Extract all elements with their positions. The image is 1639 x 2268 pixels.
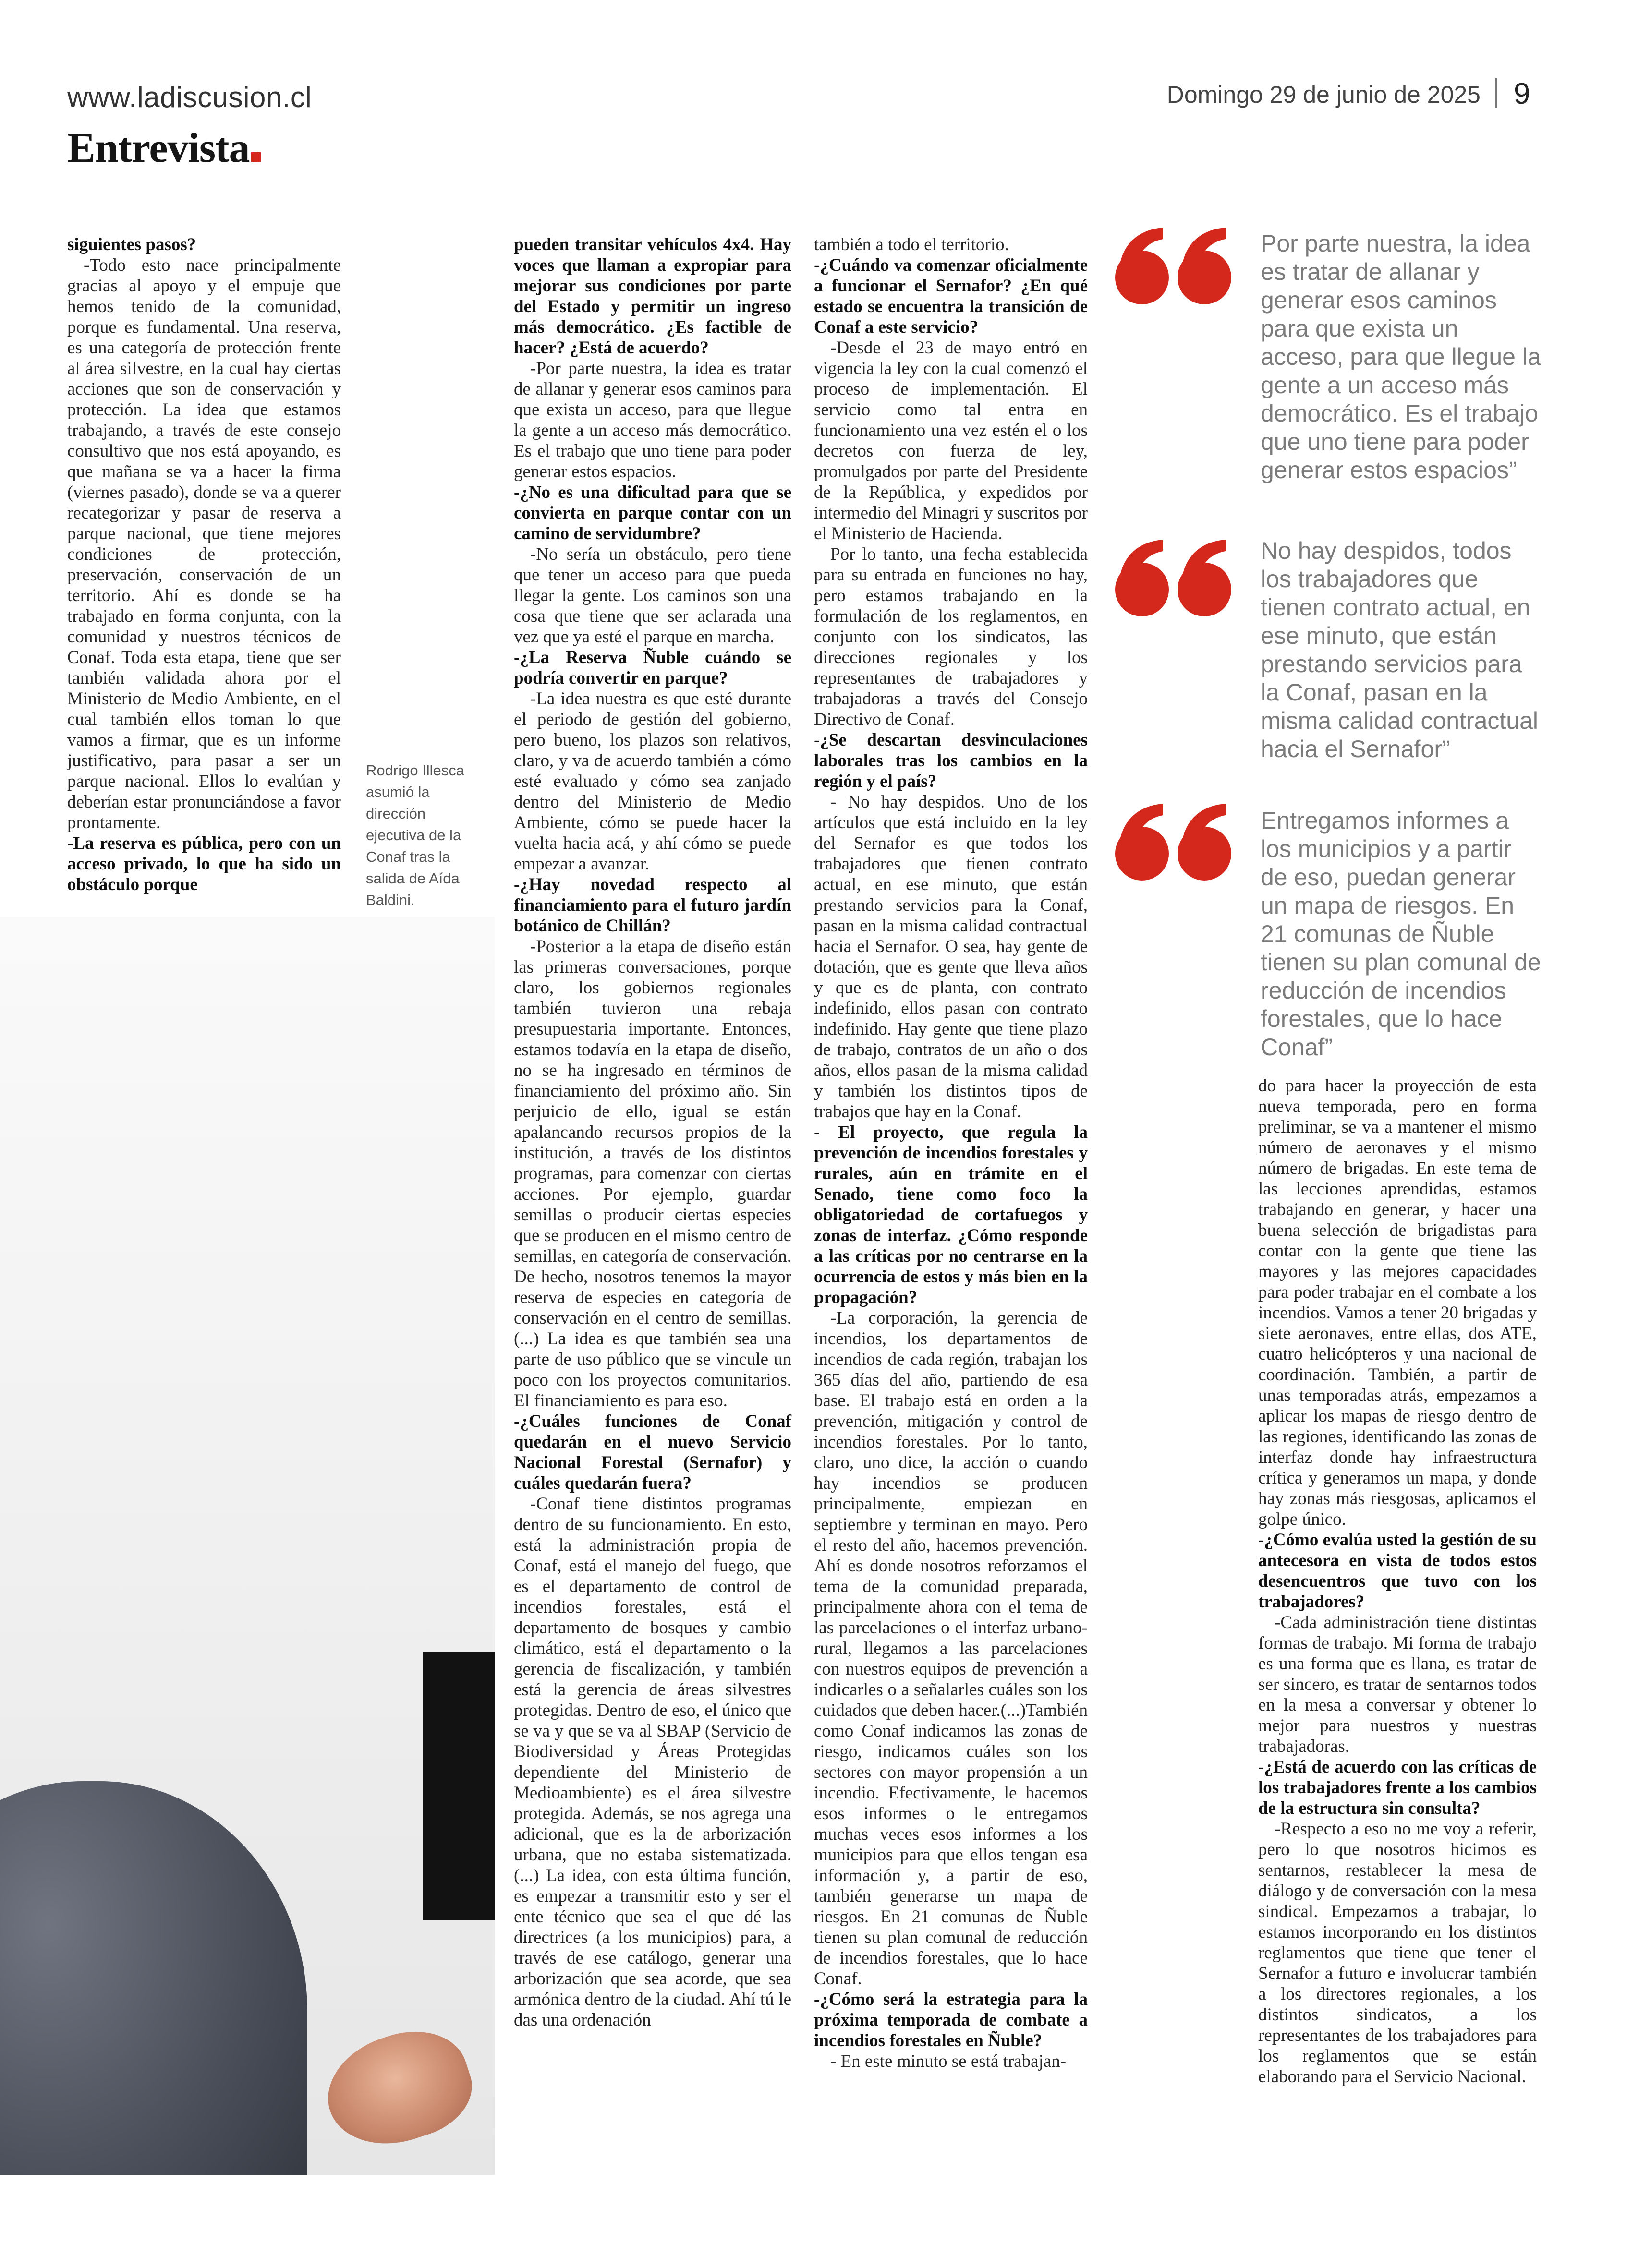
interview-question: siguientes pasos? <box>67 235 196 254</box>
article-column-3 <box>814 234 1088 2072</box>
interview-question: -¿Cuándo va comenzar oficialmente a funcionar el Sernafor? ¿En qué estado se encuentra la transición de Conaf a este servicio? <box>814 255 1088 337</box>
interview-answer: -No sería un obstáculo, pero tiene que tener un acceso para que pueda llegar la gente. Los caminos son una cosa que tiene que ser aclarada una vez que ya esté el parque en marcha. <box>514 544 791 647</box>
interview-photo <box>0 917 495 2175</box>
interview-question: -¿No es una dificultad para que se convierta en parque contar con un camino de servidumbre? <box>514 483 791 543</box>
quote-mark-icon <box>1109 538 1239 619</box>
photo-jacket <box>0 1781 307 2175</box>
interview-question: -¿La Reserva Ñuble cuándo se podría convertir en parque? <box>514 648 791 688</box>
article-column-4 <box>1258 1075 1537 2087</box>
photo-hand <box>314 2016 483 2161</box>
photo-caption: Rodrigo Illesca asumió la dirección ejecutiva de la Conaf tras la salida de Aída Baldini. <box>366 762 465 908</box>
interview-question: -La reserva es pública, pero con un acceso privado, lo que ha sido un obstáculo porque <box>67 833 341 894</box>
article-column-1 <box>67 234 341 895</box>
site-url[interactable]: www.ladiscusion.cl <box>67 81 312 113</box>
interview-answer: -Desde el 23 de mayo entró en vigencia la ley con la cual comenzó el proceso de implementación. El servicio como tal entra en funcionamiento una vez estén el o los decretos con fuerza de ley, promulgados por parte del Presidente de la República, y expedidos por intermedio del Minagri y suscritos por el Ministerio de Hacienda. <box>814 338 1088 543</box>
interview-question: -¿Está de acuerdo con las críticas de los trabajadores frente a los cambios de la estructura sin consulta? <box>1258 1757 1537 1818</box>
interview-answer: -Posterior a la etapa de diseño están las primeras conversaciones, porque claro, los gobiernos regionales también tuvieron una rebaja presupuestaria importante. Entonces, estamos todavía en la etapa de diseño, no se ha ingresado en términos de financiamiento del próximo año. Sin perjuicio de ello, igual se están apalancando recursos propios de la institución, a través de los distintos programas, para comenzar con ciertas acciones. Por ejemplo, guardar semillas o producir ciertas especies que se producen en el mismo centro de semillas, en categoría de conservación. De hecho, nosotros tenemos la mayor reserva de especies en categoría de conservación en el centro de semillas. (...) La idea es que también sea una parte de uso público que se vincule un poco con los proyectos comunitarios. El financiamiento es para eso. <box>514 937 791 1411</box>
interview-answer: - No hay despidos. Uno de los artículos que está incluido en la ley del Sernafor es que todos los trabajadores que tienen contrato actual, en ese minuto, que están prestando servicios para la Conaf, pasan en la misma calidad contractual hacia el Sernafor. O sea, hay gente de dotación, que es gente que lleva años y que es de planta, con contrato indefinido, ellos pasan con contrato indefinido. Hay gente que tiene plazo de trabajo, contratos de un año o dos años, ellos pasan de la misma calidad y también los distintos tipos de trabajos que hay en la Conaf. <box>814 792 1088 1122</box>
interview-question: -¿Hay novedad respecto al financiamiento para el futuro jardín botánico de Chillán? <box>514 875 791 936</box>
interview-question: -¿Cuáles funciones de Conaf quedarán en el nuevo Servicio Nacional Forestal (Sernafor) y cuáles quedarán fuera? <box>514 1411 791 1493</box>
section-accent-square <box>251 152 261 162</box>
header-divider <box>1495 78 1497 108</box>
page-number: 9 <box>1514 77 1530 110</box>
quote-mark-icon <box>1109 802 1239 883</box>
interview-answer: -Conaf tiene distintos programas dentro de su funcionamiento. En esto, está la administración propia de Conaf, está el manejo del fuego, que es el departamento de control de incendios forestales, está el departamento de bosques y cambio climático, está el departamento o la gerencia de fiscalización, y también está la gerencia de áreas silvestres protegidas. Dentro de eso, el único que se va y que se va al SBAP (Servicio de Biodiversidad y Áreas Protegidas dependiente del Ministerio de Medioambiente) es el área silvestre protegida. Además, se nos agrega una adicional, que es la de arborización urbana, que no estaba sistematizada. (...) La idea, con esta última función, es empezar a transmitir esto y ser el ente técnico que sea el que dé las directrices (a los municipios) para, a través de ese catálogo, generar una arborización que sea acorde, que sea armónica dentro de la ciudad. Ahí tú le das una ordenación <box>514 1494 791 2030</box>
section-title <box>67 124 261 172</box>
interview-answer: Por lo tanto, una fecha establecida para su entrada en funciones no hay, pero estamos trabajando en la formulación de los reglamentos, en conjunto con los sindicatos, las direcciones regionales y los representantes de trabajadores y trabajadoras a través del Consejo Directivo de Conaf. <box>814 544 1088 729</box>
pullquote-3: Entregamos informes a los municipios y a partir de eso, puedan generar un mapa de riesgos. En 21 comunas de Ñuble tienen su plan comunal de reducción de incendios forestales, que lo hace Conaf” <box>1261 807 1541 1061</box>
interview-answer: -La corporación, la gerencia de incendios, los departamentos de incendios de cada región, trabajan los 365 días del año, partiendo de esa base. El trabajo está en orden a la prevención, mitigación y control de incendios forestales. Por lo tanto, claro, uno dice, la acción o cuando hay incendios se producen principalmente, empiezan en septiembre y terminan en mayo. Pero el resto del año, hacemos prevención. Ahí es donde nosotros reforzamos el tema de la comunidad preparada, principalmente ahora con el tema de las parcelaciones o el interfaz urbano-rural, llegamos a las parcelaciones con nuestros equipos de prevención a indicarles o a señalarles cuáles son los cuidados que deben hacer.(...)También como Conaf indicamos las zonas de riesgo, indicamos cuáles son los sectores con mayor propensión a un incendio. Efectivamente, le hacemos esos informes o le entregamos muchas veces esos informes a los municipios para que ellos tengan esa información y, a partir de eso, también generarse un mapa de riesgos. En 21 comunas de Ñuble tienen su plan comunal de reducción de incendios forestales, que lo hace Conaf. <box>814 1308 1088 1989</box>
interview-answer: también a todo el territorio. <box>814 235 1009 254</box>
interview-question: pueden transitar vehículos 4x4. Hay voces que llaman a expropiar para mejorar sus condiciones por parte del Estado y permitir un ingreso más democrático. ¿Es factible de hacer? ¿Está de acuerdo? <box>514 235 791 358</box>
interview-answer: - En este minuto se está trabajan- <box>830 2051 1067 2071</box>
interview-question: - El proyecto, que regula la prevención de incendios forestales y rurales, aún en trámite en el Senado, tiene como foco la obligatoriedad de cortafuegos y zonas de interfaz. ¿Cómo responde a las críticas por no centrarse en la ocurrencia de estos y más bien en la propagación? <box>814 1122 1088 1307</box>
issue-date: Domingo 29 de junio de 2025 <box>1166 81 1481 108</box>
interview-answer: -La idea nuestra es que esté durante el periodo de gestión del gobierno, pero bueno, los plazos son relativos, claro, y va de acuerdo también a cómo esté evaluado y cómo sea zanjado dentro del Ministerio de Medio Ambiente, cómo se puede hacer la vuelta hacia acá, y ahí cómo se puede empezar a avanzar. <box>514 689 791 874</box>
interview-answer: -Todo esto nace principalmente gracias al apoyo y el empuje que hemos tenido de la comunidad, porque es fundamental. Una reserva, es una categoría de protección frente al área silvestre, en la cual hay ciertas acciones que son de conservación y protección. La idea que estamos trabajando, a través de este consejo consultivo que nos está apoyando, es que mañana se va a hacer la firma (viernes pasado), donde se va a querer recategorizar y pasar de reserva a parque nacional, que tiene mejores condiciones de protección, preservación, conservación de un territorio. Ahí es donde se ha trabajado en forma conjunta, con la comunidad y nuestros técnicos de Conaf. Toda esta etapa, tiene que ser también validada ahora por el Ministerio de Medio Ambiente, en el cual también ellos toman lo que vamos a firmar, que es un informe justificativo, para pasar a ser un parque nacional. Ellos lo evalúan y deberían estar pronunciándose a favor prontamente. <box>67 255 341 832</box>
interview-answer: -Respecto a eso no me voy a referir, pero lo que nosotros hicimos es sentarnos, restablecer la mesa de diálogo y de conversación con la mesa sindical. Empezamos a trabajar, lo estamos incorporando en los distintos reglamentos que tiene que tener el Sernafor a futuro e involucrar también a los directores regionales, a los distintos sindicatos, a los representantes de los trabajadores para los reglamentos que se están elaborando para el Servicio Nacional. <box>1258 1819 1537 2087</box>
interview-question: -¿Cómo será la estrategia para la próxima temporada de combate a incendios forestales en Ñuble? <box>814 1990 1088 2051</box>
section-title-text: Entrevista <box>67 125 250 171</box>
pullquote-1: Por parte nuestra, la idea es tratar de allanar y generar esos caminos para que exista un acceso, para que llegue la gente a un acceso más democrático. Es el trabajo que uno tiene para poder generar estos espacios” <box>1261 230 1541 483</box>
photo-monitor <box>423 1652 495 1920</box>
interview-question: -¿Se descartan desvinculaciones laborales tras los cambios en la región y el país? <box>814 730 1088 791</box>
interview-answer: -Cada administración tiene distintas formas de trabajo. Mi forma de trabajo es una forma que es llana, es tratar de ser sincero, es tratar de sentarnos todos en la mesa a conversar y obtener lo mejor para nuestros y nuestras trabajadoras. <box>1258 1613 1537 1756</box>
article-column-2 <box>514 234 791 2030</box>
pullquote-2: No hay despidos, todos los trabajadores que tienen contrato actual, en ese minuto, que están prestando servicios para la Conaf, pasan en la misma calidad contractual hacia el Sernafor” <box>1261 537 1539 762</box>
quote-mark-icon <box>1109 226 1239 307</box>
interview-answer: do para hacer la proyección de esta nueva temporada, pero en forma preliminar, se va a mantener el mismo número de aeronaves y el mismo número de brigadas. En este tema de las lecciones aprendidas, estamos trabajando en generar, y hacer una buena selección de brigadistas para contar con la gente que tiene las mayores y las mejores capacidades para poder trabajar en el combate a los incendios. Vamos a tener 20 brigadas y siete aeronaves, entre ellas, dos ATE, cuatro helicópteros y una nacional de coordinación. También, a partir de unas temporadas atrás, empezamos a aplicar los mapas de riesgo dentro de las regiones, identificando las zonas de interfaz donde hay infraestructura crítica y generamos un mapa, y donde hay zonas más riesgosas, aplicamos el golpe único. <box>1258 1076 1537 1529</box>
interview-question: -¿Cómo evalúa usted la gestión de su antecesora en vista de todos estos desencuentros que tuvo con los trabajadores? <box>1258 1530 1537 1612</box>
interview-answer: -Por parte nuestra, la idea es tratar de allanar y generar esos caminos para que exista un acceso, para que llegue la gente a un acceso más democrático. Es el trabajo que uno tiene para poder generar estos espacios. <box>514 359 791 482</box>
